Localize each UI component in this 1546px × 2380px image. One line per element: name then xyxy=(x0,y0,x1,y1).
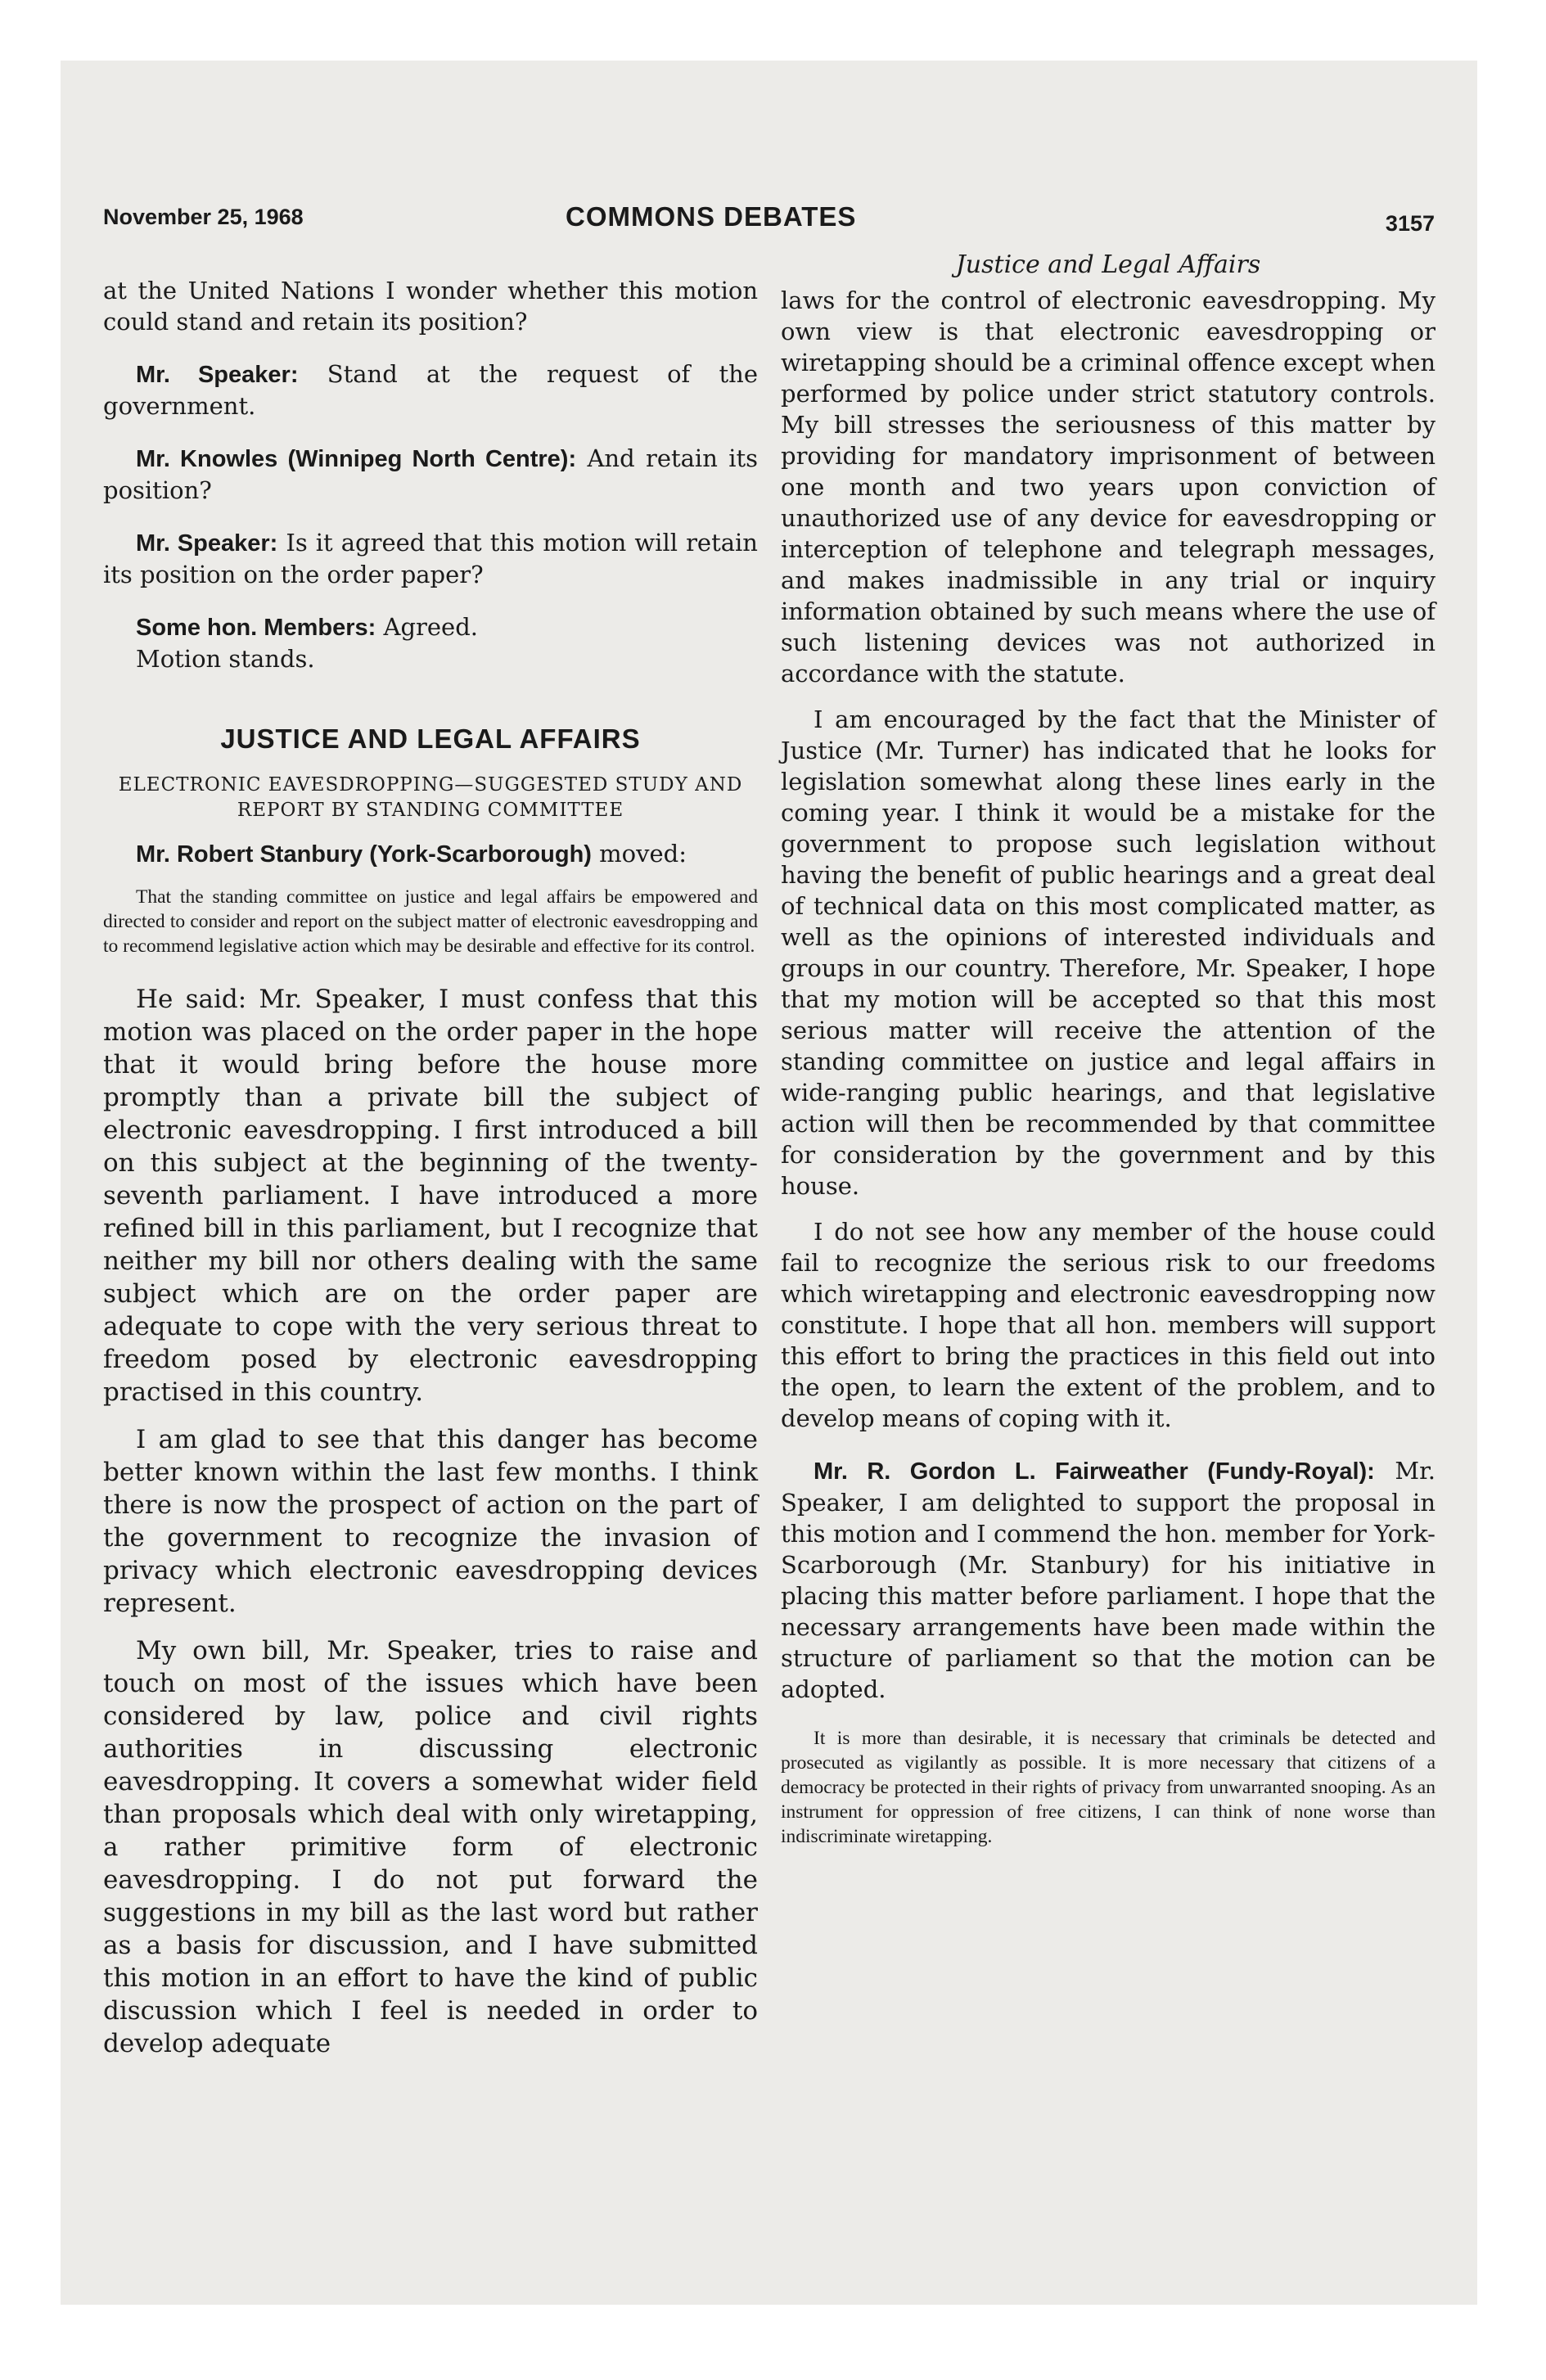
running-head xyxy=(103,201,1435,237)
paragraph: My own bill, Mr. Speaker, tries to raise and touch on most of the issues which have been considered by law, police and civil rights authorities in discussing electronic eavesdropping. It covers a somewhat wider field than proposals which deal with only wiretapping, a rather primitive form of electronic eavesdropping. I do not put forward the suggestions in my bill as the last word but rather as a basis for discussion, and I have submitted this motion in an effort to have the kind of public discussion which I feel is needed in order to develop adequate xyxy=(103,1636,758,2058)
speech-text: moved: xyxy=(599,840,687,868)
speech-speaker-speaker xyxy=(103,358,758,421)
paragraph-motion-stands: Motion stands. xyxy=(136,645,315,673)
paragraph: laws for the control of electronic eavesdropping. My own view is that electronic eavesdropping or wiretapping should be a criminal offence except when performed by police under strict statutory controls. My bill stresses the seriousness of this matter by providing for mandatory imprisonment of between one month and two years upon conviction of unauthorized use of any device for eavesdropping or interception of telephone and telegraph messages, and makes inadmissible in any trial or inquiry information obtained by such means where the use of such listening devices was not authorized in accordance with the statute. xyxy=(781,286,1436,687)
paragraph: at the United Nations I wonder whether this motion could stand and retain its position? xyxy=(103,277,758,336)
sub-heading: ELECTRONIC EAVESDROPPING—SUGGESTED STUDY AND REPORT BY STANDING COMMITTEE xyxy=(118,774,743,821)
header-date: November 25, 1968 xyxy=(103,205,304,229)
speech-text: Mr. Speaker, I am delighted to support the proposal in this motion and I commend the hon. member for York-Scarborough (Mr. Stanbury) for his initiative in placing this matter before parliament. I hope that the necessary arrangements have been made within the structure of parliament so that the motion can be adopted. xyxy=(781,1457,1436,1703)
speech-text: Agreed. xyxy=(383,613,478,641)
mover-line xyxy=(103,838,758,870)
speaker-name: Mr. Knowles (Winnipeg North Centre): xyxy=(136,446,577,472)
speech-text: And retain its position? xyxy=(103,444,759,504)
topic-heading: Justice and Legal Affairs xyxy=(955,250,1261,279)
page-number: 3157 xyxy=(1385,211,1435,236)
paragraph: He said: Mr. Speaker, I must confess that this motion was placed on the order paper in the hope that it would bring before the house more promptly than a private bill the subject of electronic eavesdropping. I first introduced a bill on this subject at the beginning of the twenty-seventh parliament. I have introduced a more refined bill in this parliament, but I recognize that neither my bill nor others dealing with the same subject which are on the order paper are adequate to cope with the very serious threat to freedom posed by electronic eavesdropping practised in this country. xyxy=(103,985,758,1407)
paragraph: I am encouraged by the fact that the Minister of Justice (Mr. Turner) has indicated that he looks for legislation somewhat along these lines early in the coming year. I think it would be a mistake for the government to propose such legislation without having the benefit of public hearings and a great deal of technical data on this most complicated matter, as well as the opinions of interested individuals and groups in our country. Therefore, Mr. Speaker, I hope that my motion will be accepted so that this most serious matter will receive the attention of the standing committee on justice and legal affairs in wide-ranging public hearings, and that legislative action will then be recommended by that committee for consideration by the government and by this house. xyxy=(781,705,1436,1200)
page xyxy=(61,61,1477,2305)
speech-speaker-question xyxy=(103,527,758,590)
motion-text: That the standing committee on justice and legal affairs be empowered and directed to consider and report on the subject matter of electronic eavesdropping and to recommend legislative action which may be desirable and effective for its control. xyxy=(103,886,758,957)
speech-members xyxy=(103,611,758,643)
section-heading: JUSTICE AND LEGAL AFFAIRS xyxy=(220,723,641,754)
paragraph: I am glad to see that this danger has become better known within the last few months. I think there is now the prospect of action on the part of the government to recognize the invasion of privacy which electronic eavesdropping devices represent. xyxy=(103,1425,758,1618)
speaker-name: Mr. R. Gordon L. Fairweather (Fundy-Royal): xyxy=(814,1458,1375,1485)
header-title: COMMONS DEBATES xyxy=(566,201,857,232)
speech-knowles xyxy=(103,443,758,506)
speech-text: Is it agreed that this motion will retain its position on the order paper? xyxy=(103,529,758,588)
left-column xyxy=(103,275,758,2060)
speaker-name: Mr. Speaker: xyxy=(136,362,299,388)
speech-text: Stand at the request of the government. xyxy=(103,360,758,420)
speech-fairweather xyxy=(781,1455,1436,1705)
paragraph: I do not see how any member of the house could fail to recognize the serious risk to our freedoms which wiretapping and electronic eavesdropping now constitute. I hope that all hon. members will support this effort to bring the practices in this field out into the open, to learn the extent of the problem, and to develop means of coping with it. xyxy=(781,1218,1436,1432)
quote-block: It is more than desirable, it is necessary that criminals be detected and prosecuted as vigilantly as possible. It is more necessary that citizens of a democracy be protected in their rights of privacy from unwarranted snooping. As an instrument for oppression of free citizens, I can think of none worse than indiscriminate wiretapping. xyxy=(781,1728,1436,1847)
right-column xyxy=(781,249,1436,1849)
speaker-name: Mr. Robert Stanbury (York-Scarborough) xyxy=(136,841,592,868)
speaker-name: Mr. Speaker: xyxy=(136,530,278,557)
speaker-name: Some hon. Members: xyxy=(136,615,376,641)
